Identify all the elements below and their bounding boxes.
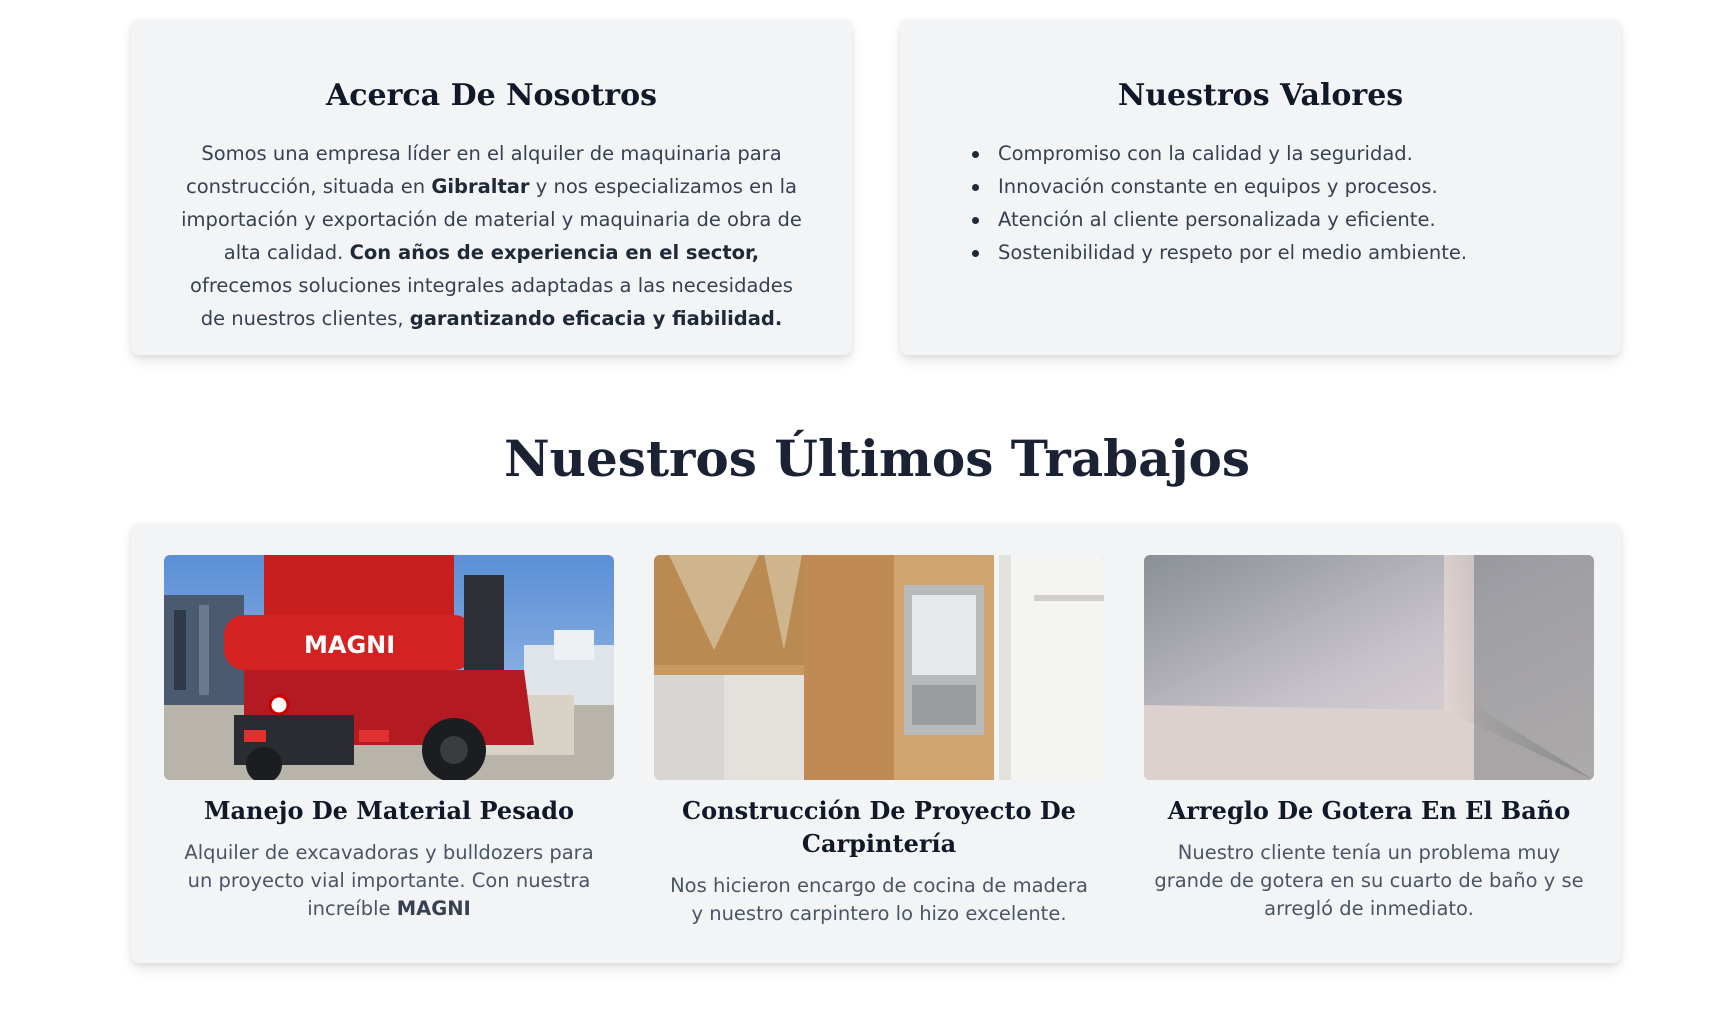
telehandler-brand-label: MAGNI: [304, 631, 396, 659]
works-section-title: Nuestros Últimos Trabajos: [503, 429, 1251, 488]
about-text-part: ofrecemos soluciones integrales adaptadas a las necesidades de nuestros clientes,: [190, 274, 793, 330]
kitchen-photo: [654, 555, 1104, 780]
telehandler-photo: [164, 555, 614, 780]
about-bold-guarantee: garantizando eficacia y fiabilidad.: [409, 307, 783, 330]
about-bold-location: Gibraltar: [431, 175, 530, 198]
values-item: Compromiso con la calidad y la seguridad.: [966, 137, 1581, 170]
about-title: Acerca De Nosotros: [325, 78, 658, 113]
works-card: [131, 523, 1621, 963]
work-title: Construcción De Proyecto De Carpintería: [682, 796, 1076, 858]
work-description: Nuestro cliente tenía un problema muy grande de gotera en su cuarto de baño y se arregló de inmediato.: [1154, 841, 1584, 920]
work-title: Manejo De Material Pesado: [203, 796, 575, 825]
about-bold-experience: Con años de experiencia en el sector,: [349, 241, 760, 264]
work-description: Nos hicieron encargo de cocina de madera y nuestro carpintero lo hizo excelente.: [670, 874, 1088, 925]
work-description-bold: MAGNI: [396, 897, 471, 920]
work-description: [172, 839, 606, 923]
values-item: Atención al cliente personalizada y eficiente.: [966, 203, 1581, 236]
work-description-text: Alquiler de excavadoras y bulldozers para un proyecto vial importante. Con nuestra increíble: [184, 841, 594, 920]
about-text-part: y nos especializamos en la importación y exportación de material y maquinaria de obra de alta calidad.: [181, 175, 802, 264]
work-item: [654, 555, 1104, 928]
ceiling-photo: [1144, 555, 1594, 780]
about-card: [131, 19, 852, 355]
values-list: [966, 137, 1581, 269]
about-text: [179, 137, 804, 335]
work-item: [1144, 555, 1594, 923]
work-item: [164, 555, 614, 923]
work-title: Arreglo De Gotera En El Baño: [1167, 796, 1571, 825]
values-title: Nuestros Valores: [1117, 78, 1404, 113]
about-text-part: Somos una empresa líder en el alquiler de maquinaria para construcción, situada en: [185, 142, 782, 198]
values-item: Sostenibilidad y respeto por el medio ambiente.: [966, 236, 1581, 269]
values-item: Innovación constante en equipos y procesos.: [966, 170, 1581, 203]
values-card: [900, 19, 1621, 355]
